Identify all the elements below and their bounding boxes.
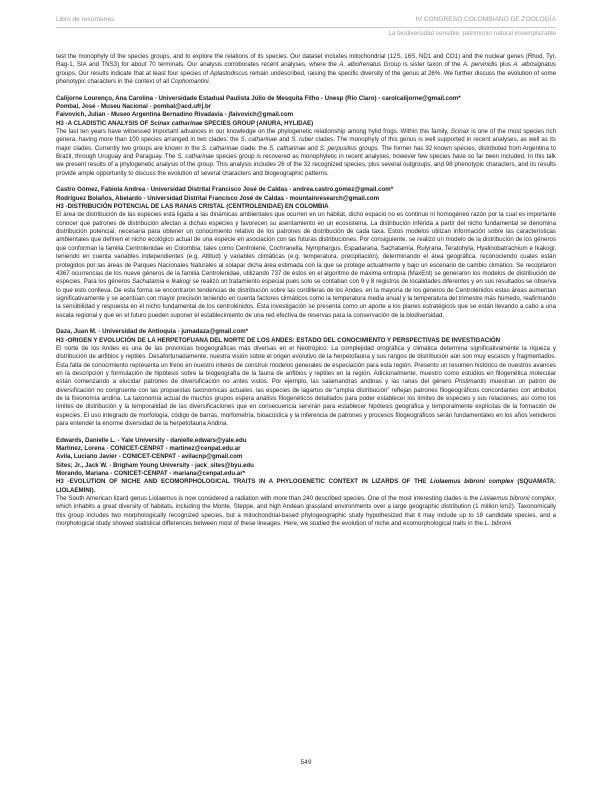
author-line: Pombal, José - Museu Nacional - pombal@acd.ufrj.br	[56, 103, 212, 111]
header-congress-title: IV CONGRESO COLOMBIANO DE ZOOLOGÍA	[415, 16, 556, 23]
header-book-title: Libro de resúmenes	[56, 16, 115, 23]
author-line: Castro Gómez, Fabiola Andrea - Universidad Distrital Francisco José de Caldas - andrea.castro.gomez@gmail.com*	[56, 186, 394, 194]
abstract-continuation-text: test the monophyly of the species groups, and to explore the relations of its species. Our dataset includes mitochondrial (12S, 16S, ND1 and CO1) and the nuclear genes (Rhod, Tyr, Rag-1, SIA and TNS3) for about 70 terminals. Our analysis corroborates recent analyses, where the A. albofrenatus Group is sister taxon of the A. pervinidis plus A. albosignatus groups. Our results indicate that at least four species of Aplastodiscus remain undescribed, raising the specific diversity of the genus at 26%. We further discuss the evolution of some phenotypic characters in the context of all Cophomantini.	[56, 53, 556, 86]
author-line: Martínez, Lorena - CONICET-CENPAT - martinez@cenpat.edu.ar	[56, 444, 241, 452]
abstract-title: H3 -A CLADISTIC ANALYSIS OF Scinax catharinae SPECIES GROUP (ANURA, HYLIDAE)	[56, 119, 314, 127]
page-number: 549	[300, 759, 312, 766]
abstract-scinax	[56, 95, 556, 178]
author-line: Faivovich, Julian - Museo Argentina Bernadino Rivadavia - jfaivovich@gmail.com	[56, 111, 294, 119]
header-congress-subtitle: La biodiversidad sensible, patrimonio natural irreemplazable	[388, 30, 556, 37]
header-divider	[56, 27, 556, 28]
page-header	[56, 16, 556, 37]
abstract-title: H3 -ORIGEN Y EVOLUCIÓN DE LA HERPETOFUANA DEL NORTE DE LOS ANDES: ESTADO DEL CONOCIMIENTO Y PERSPECTIVAS DE INVESTIGACIÓN	[56, 336, 501, 344]
abstract-text: El norte de los Andes es una de las provincias biogeográficas más diversas en el Neotrópico. La complejidad orográfica y climática determina significativamente la riqueza y distribución de anfibios y reptiles. Desafortunadamente, nuestra visión sobre el origen evolutivo de la herpetofauna y sus rangos de distribución aún son muy escasos y fragmentados. Esta falta de conocimiento representa un freno en nuestro interés de construir modelos generales de especiación para esta región. Presento un resumen histórico de nuestros avances en la descripción y formulación de hipótesis sobre la biogeografía de la fauna de anfibios y reptiles en la región. Adicionalmente, muestro como estudios en filogenética molecular están comenzando a elucidar patrones de diversificación no antes vistos. Por ejemplo, las salamandras andinas y las ranas del género Pristimantis muestran un patrón de diversificación no congruente con las propuestas taxonómicas actuales, las especies de lagartos de “amplia distribución” reflejan patrones filogeográficos concordantes con atributos de la fisionomía andina. La taxonomía actual de muchos grupos espera análisis filogenéticos detallados para poder establecer los límites de especies y sus relaciones, así como los límites de distribución y la temporalidad de las diversificaciones que en consecuencia servirán para establecer hipótesis geográfica y temporalmente explícitas de la formación de especies. El uso integrado de morfología, código de barras, morfometría, bioacústica y la inferencia de patrones y procesos filogeográficos serán fundamentales en los años venideros para entender la enorme diversidad de la herpetofauna Andina.	[56, 344, 556, 427]
abstract-title: H3 -EVOLUTION OF NICHE AND ECOMORPHOLOGICAL TRAITS IN A PHYLOGENETIC CONTEXT IN LIZARDS OF THE Liolaemus bibroni complex (SQUAMATA: LIOLAEMINI).	[56, 478, 556, 494]
abstract-liolaemus	[56, 437, 556, 529]
abstract-text: The South American lizard genus Liolaemus is now considered a radiation with more than 240 described species. One of the most interesting clades is the Liolaemus bibronii complex, which inhabits a great diversity of habitats, including the Monte, Steppe, and high Andean grassland environments over a large geographic distribution (1 million km2). Taxonomically this group includes two morphologically recognized species, but a mitochondrial-based phylogeographic study hypothesized that it may include up to 18 candidate species, and a morphological study showed statistical differences between most of these lineages. Here, we studied the evolution of niche and ecomorphological traits in the L. bibronii	[56, 495, 556, 528]
author-line: Edwards, Danielle L. - Yale University - danielle.edwars@yale.edu	[56, 436, 247, 444]
abstract-centrolenidae	[56, 186, 556, 320]
author-line: Calijorne Lourenço, Ana Carolina - Universidade Estadual Paulista Júlio de Mesquita Filho - Unesp (Rio Claro) - carolcalijorne@gmail.com*	[56, 94, 461, 102]
abstract-herpetofauna	[56, 328, 556, 428]
abstract-text: El área de distribución de las especies está ligada a las dinámicas ambientales que ocurren en un hábitat, dicho espacio no es continuo ni homogéneo razón por la cual es importante conocer que patrones de distribución afectan a dichas especies y favorecen su asentamiento en un ecosistema. La distribución inferida a partir del nicho fundamental se denomina distribución potencial, necesaria para obtener un conocimiento relativo de los patrones de distribución de cada taxa. Estos modelos utilizan información sobre las características ambientales que definen el nicho ecológico actual de una especie en asociación con las futuras distribuciones. Por consiguiente, se realizó un modelo de la distribución de los géneros que conforman la familia Centrolenidae en Colombia; tales como Centrolene, Cochranella, Nymphargus, Espadarana, Sachatamia, Rulyrana, Teratohyla, Hyalinobatrachium e Ikakogi; teniendo en cuenta variables independientes (e.g. Altitud) y variables climáticas (e.g. temperatura, precipitación), determinando el área geográfica, reconociendo cuales están protegidos por las áreas de Parques Nacionales Naturales al solapar dicha área estimada con la que se protege actualmente y bajo un escenario de cambio climático. Se recopilaron 4367 ocurrencias de los nueve géneros de la familia Centrolenidae, utilizando 737 de éstos en el algoritmo de máxima entropía (MaxEnt) se generaron los modelos de distribución de especies. Para los géneros Sachatamia e Ikakogi se realizó un tratamiento especial pues solo se contaban con 9 y 8 registros de localidades diferentes y en sus resultados se observa lo que esto conlleva. De esta forma se encontraron tendencias de distribución sobre las cordilleras de los Andes, en la mayoría de los géneros de Centrolénidos estas áreas aumentan significativamente y se acentúan con mayor precisión teniendo en cuenta factores climáticos como la temperatura media anual y la temperatura del trimestre más húmedo, reafirmando la sensibilidad y respuesta en el nicho fundamental de los centrolénidos. Esta investigación se presenta como un aporte a los planes estratégicos que se están llevando a cabo a una escala regional y que en el futuro pueden suponer el establecimiento de una red efectiva de reservas para la conservación de la biodiversidad.	[56, 211, 556, 319]
author-line: Daza, Juan M. - Universidad de Antioquia - jumadaza@gmail.com*	[56, 328, 249, 336]
abstract-text: The last ten years have witnessed important advances in our knowledge on the phylogenetic relationship among hylid frogs. Within this family, Scinax is one of the most species rich genera, having more than 100 species arranged in two clades: the S. catharinae and S. ruber clades. The monophyly of this genus is well supported in recent analyses, as well as its major clades. Currently two groups are known in the S. catharinae clade: the S. catharinae and S. perpusillus groups. The former has 32 known species, distributed from Argentina to Brazil, through Uruguay and Paraguay. The S. catharinae species group is recovered as monophyletic in recent analyses, however few species have so far been included. In this talk we present results of a phylogenetic analysis of the group. This analysis includes 26 of the 32 recognized species, plus several outgroups, and 98 phenotypic characters, and its results provide ample opportunity to discuss the evolution of several characters and biogeographic patterns.	[56, 128, 556, 177]
author-line: Avila, Luciano Javier - CONICET-CENPAT - avilacnp@gmail.com	[56, 453, 243, 461]
author-line: Morando, Mariana - CONICET-CENPAT - mariana@cenpat.edu.ar*	[56, 470, 245, 477]
abstracts-body	[56, 53, 556, 771]
author-line: Sites; Jr., Jack W. - Brigham Young University - jack_sites@byu.edu	[56, 461, 254, 469]
abstract-title: H3 -DISTRIBUCIÓN POTENCIAL DE LAS RANAS CRISTAL (CENTROLENIDAE) EN COLOMBIA	[56, 203, 329, 211]
author-line: Rodríguez Bolaños, Abelardo - Universidad Distrital Francisco José de Caldas - mountainresearch@gmail.com	[56, 194, 380, 202]
